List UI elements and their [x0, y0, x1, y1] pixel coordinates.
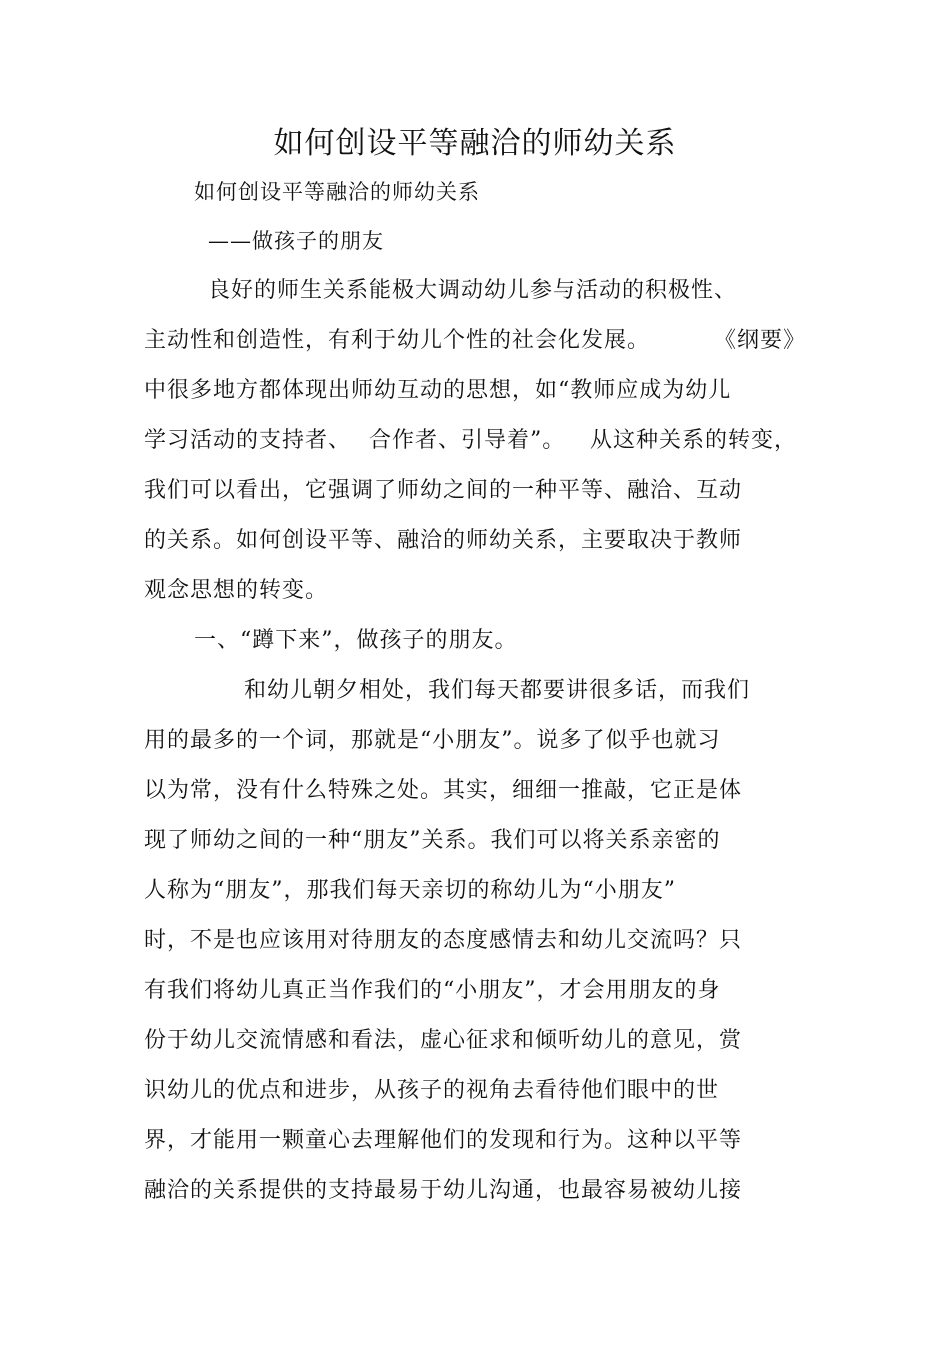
paragraph-line: 有我们将幼儿真正当作我们的“小朋友”，才会用朋友的身	[144, 978, 721, 1003]
paragraph-quote: 《纲要》	[714, 328, 807, 353]
paragraph-line: 的关系。如何创设平等、融洽的师幼关系，主要取决于教师	[144, 528, 743, 553]
paragraph-line: 和幼儿朝夕相处，我们每天都要讲很多话，而我们	[244, 678, 751, 703]
paragraph-line: 主动性和创造性，有利于幼儿个性的社会化发展。	[144, 328, 651, 353]
document-title: 如何创设平等融洽的师幼关系	[273, 126, 677, 161]
paragraph-line: 融洽的关系提供的支持最易于幼儿沟通，也最容易被幼儿接	[144, 1178, 743, 1203]
paragraph-line: 用的最多的一个词，那就是“小朋友”。说多了似乎也就习	[144, 728, 721, 753]
document-subtitle: 如何创设平等融洽的师幼关系	[194, 180, 480, 204]
paragraph-line: 界，才能用一颗童心去理解他们的发现和行为。这种以平等	[144, 1128, 743, 1153]
paragraph-line: 人称为“朋友”，那我们每天亲切的称幼儿为“小朋友”	[144, 878, 676, 903]
paragraph-line: 中很多地方都体现出师幼互动的思想，如“教师应成为幼儿	[144, 378, 732, 403]
paragraph-line: 时，不是也应该用对待朋友的态度感情去和幼儿交流吗？只	[144, 928, 743, 953]
paragraph-line: 观念思想的转变。	[144, 578, 329, 603]
paragraph-line: 我们可以看出，它强调了师幼之间的一种平等、融洽、互动	[144, 478, 743, 503]
paragraph-line: 良好的师生关系能极大调动幼儿参与活动的积极性、	[208, 278, 738, 303]
paragraph-line: 现了师幼之间的一种“朋友”关系。我们可以将关系亲密的	[144, 828, 721, 853]
paragraph-line: 份于幼儿交流情感和看法，虚心征求和倾听幼儿的意见，赏	[144, 1028, 743, 1053]
section-heading: 一、“蹲下来”，做孩子的朋友。	[194, 628, 518, 653]
paragraph-line: 识幼儿的优点和进步，从孩子的视角去看待他们眼中的世	[144, 1078, 720, 1103]
paragraph-line: 学习活动的支持者、	[144, 428, 352, 453]
paragraph-line-fragment: 合作者、引导着”。	[369, 428, 566, 453]
document-subtitle-secondary: ——做孩子的朋友	[208, 229, 384, 253]
paragraph-line-fragment: 从这种关系的转变，	[590, 428, 798, 453]
paragraph-line: 以为常，没有什么特殊之处。其实，细细一推敲，它正是体	[144, 778, 743, 803]
